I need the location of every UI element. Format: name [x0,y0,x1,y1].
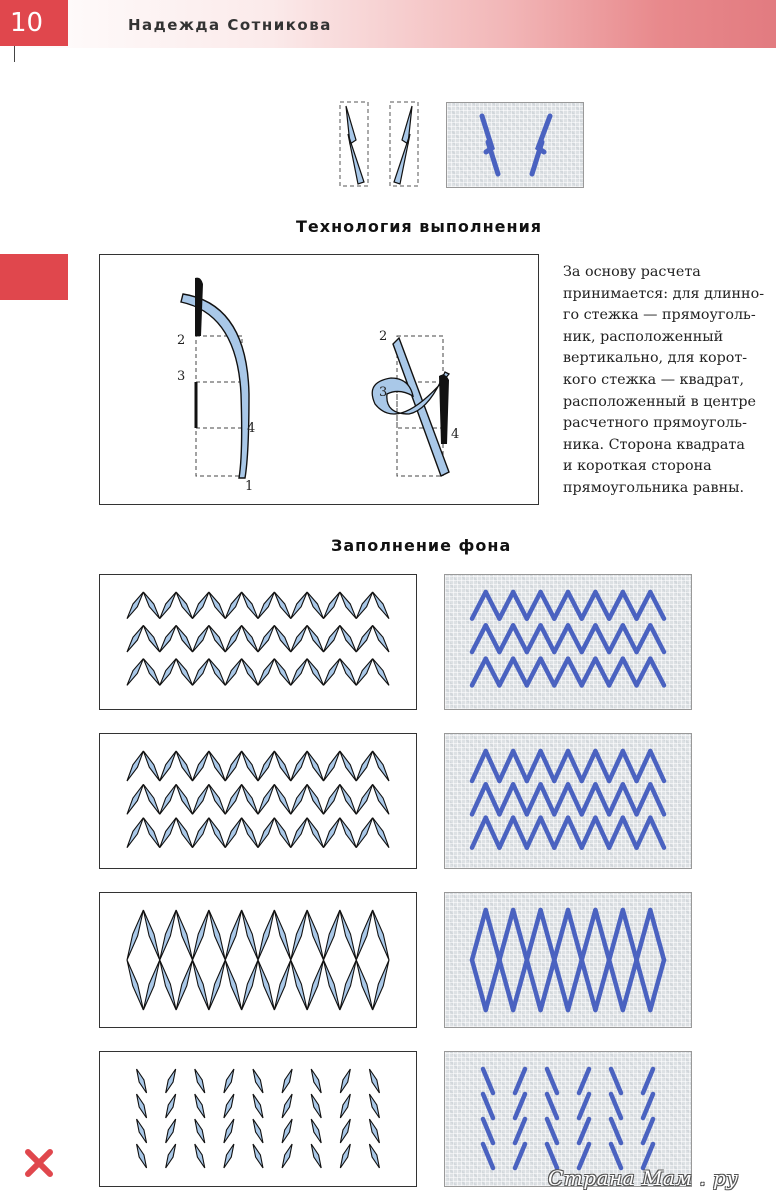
text-line: ник, расположенный [563,328,724,345]
fill-heading: Заполнение фона [331,536,512,555]
pattern-diagram-3-stitches [99,892,417,1028]
pattern-fabric-1-stitches [444,574,692,710]
text-line: За основу расчета [563,264,701,280]
label-right-4: 4 [451,427,460,442]
page-number: 10 [0,0,68,46]
label-left-3: 3 [177,369,186,384]
top-stitch-diagram [336,100,426,188]
technique-diagram [99,254,539,505]
text-line: расчетного прямоуголь- [563,415,747,432]
top-fabric-stitches [446,102,584,188]
technique-description [563,262,763,500]
watermark: Страна Мам . ру [548,1166,739,1190]
header-divider [14,46,15,62]
text-line: расположенный в центре [563,393,756,410]
author-name: Надежда Сотникова [128,16,332,34]
label-right-3: 3 [379,385,388,400]
text-line: прямоугольника равны. [563,479,745,496]
pattern-diagram-4-stitches [99,1051,417,1187]
label-right-2: 2 [379,329,388,344]
label-left-1: 1 [245,479,254,494]
label-left-2: 2 [177,333,186,348]
text-line: принимается: для длинно- [563,285,765,302]
text-line: го стежка — прямоуголь- [563,307,756,324]
pattern-diagram-2-stitches [99,733,417,869]
pattern-diagram-1-stitches [99,574,417,710]
pattern-fabric-3-stitches [444,892,692,1028]
side-red-tab [0,254,68,300]
technique-heading: Технология выполнения [296,217,543,236]
text-line: ника. Сторона квадрата [563,436,745,453]
cross-stitch-icon [24,1148,54,1178]
text-line: кого стежка — квадрат, [563,371,745,388]
text-line: вертикально, для корот- [563,350,748,367]
pattern-fabric-2-stitches [444,733,692,869]
label-left-4: 4 [247,421,256,436]
header-band [0,0,776,48]
text-line: и короткая сторона [563,458,712,475]
